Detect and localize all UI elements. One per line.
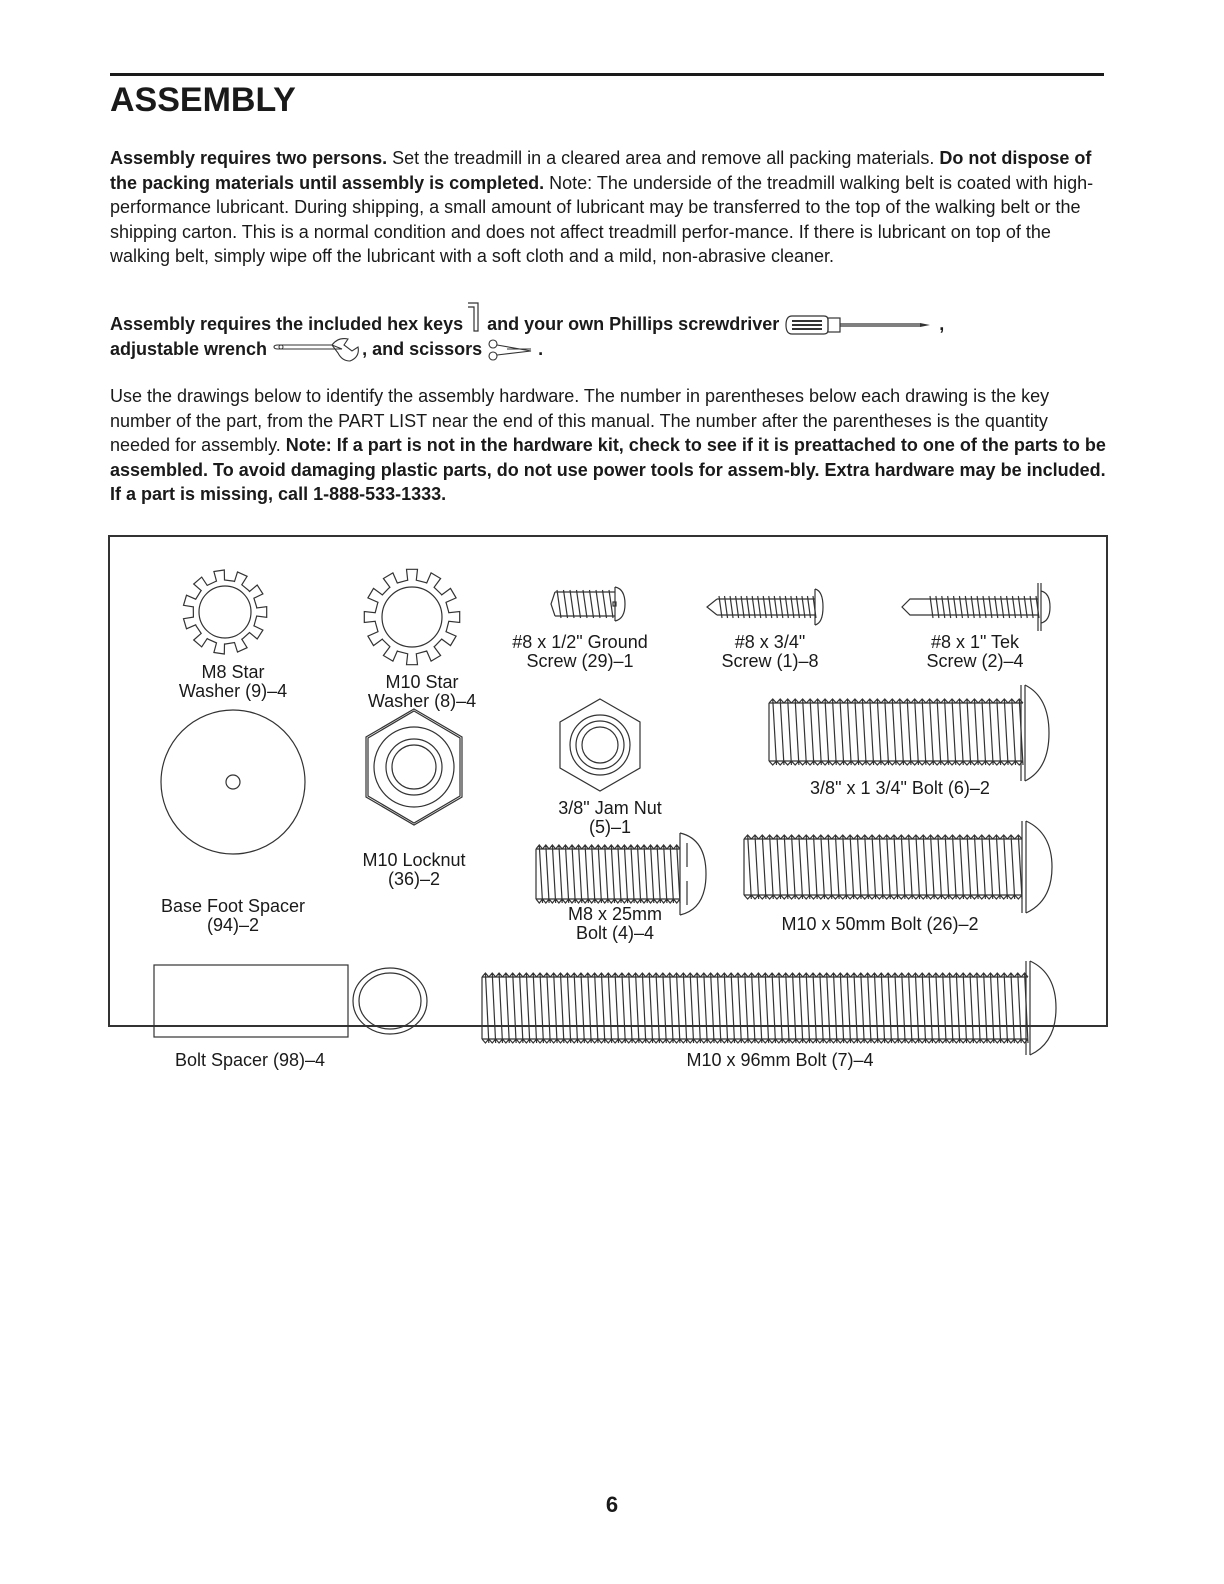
- title-rule: [110, 73, 1104, 76]
- part-label-base-foot-spacer: Base Foot Spacer (94)–2: [160, 896, 306, 935]
- intro-text-1: Set the treadmill in a cleared area and remove all packing materials.: [387, 148, 940, 168]
- phillips-screwdriver-icon: [784, 314, 934, 336]
- part-label-ground-screw: #8 x 1/2" Ground Screw (29)–1: [512, 632, 648, 671]
- bolt-spacer-drawing: [152, 961, 442, 1041]
- tek-screw-drawing: [900, 577, 1050, 637]
- scissors-icon: [487, 338, 533, 362]
- hex-key-icon: [468, 301, 482, 335]
- tools-text-6: .: [533, 338, 544, 359]
- m10-locknut-drawing: [362, 707, 466, 827]
- hardware-intro-bold: Note: If a part is not in the hardware kit, check to see if it is preattached to one of the parts to be assembled. To avoid damaging plastic parts, do not use power tools for assem-bly. Extra hardware may be included. If a part is missing, call 1-888-533-1333.: [110, 435, 1106, 504]
- tools-text-3: ,: [934, 314, 945, 334]
- jam-nut-drawing: [558, 697, 642, 793]
- part-label-m10-50-bolt: M10 x 50mm Bolt (26)–2: [781, 914, 979, 934]
- hardware-intro-paragraph: [110, 384, 1106, 507]
- tools-text-5: , and scissors: [362, 338, 483, 359]
- tools-text-4: adjustable wrench: [110, 338, 268, 359]
- hardware-intro-text: Use the drawings below to identify the assembly hardware. The number in parentheses below each drawing is the key number of the part, from the PART LIST near the end of this manual. The number after the parentheses is the quantity needed for assembly.: [110, 386, 1050, 455]
- page-number: 6: [605, 1492, 619, 1517]
- part-label-bolt-spacer: Bolt Spacer (98)–4: [174, 1050, 326, 1070]
- m10-50-bolt-drawing: [740, 817, 1056, 917]
- tools-text-2: and your own Phillips screwdriver: [482, 314, 780, 334]
- m10-96-bolt-drawing: [478, 957, 1058, 1057]
- base-foot-spacer-drawing: [158, 707, 308, 857]
- part-label-m10-96-bolt: M10 x 96mm Bolt (7)–4: [686, 1050, 874, 1070]
- part-label-tek-screw: #8 x 1" Tek Screw (2)–4: [926, 632, 1024, 671]
- part-label-bolt-3-8: 3/8" x 1 3/4" Bolt (6)–2: [810, 778, 990, 798]
- part-label-m8-star-washer: M8 Star Washer (9)–4: [178, 662, 288, 701]
- part-label-jam-nut: 3/8" Jam Nut (5)–1: [558, 798, 662, 837]
- page-title: ASSEMBLY: [110, 81, 296, 119]
- adjustable-wrench-icon: [272, 337, 362, 363]
- tools-text-1: Assembly requires the included hex keys: [110, 314, 464, 334]
- tools-paragraph: [110, 312, 1106, 363]
- intro-bold-1: Assembly requires two persons.: [110, 148, 388, 168]
- ground-screw-drawing: [545, 579, 625, 629]
- intro-text-2: Note: The underside of the treadmill walking belt is coated with high-performance lubricant. During shipping, a small amount of lubricant may be transferred to the top of the walking belt or the shipping carton. This is a normal condition and does not affect treadmill perfor-mance. If there is lubricant on top of the walking belt, simply wipe off the lubricant with a soft cloth and a mild, non-abrasive cleaner.: [110, 172, 1094, 266]
- screw-3-4-drawing: [705, 583, 825, 631]
- part-label-screw-3-4: #8 x 3/4" Screw (1)–8: [721, 632, 819, 671]
- m8-star-washer-drawing: [180, 567, 270, 657]
- intro-bold-2: Do not dispose of the packing materials until assembly is completed.: [110, 148, 1092, 193]
- hardware-identification-box: [108, 535, 1108, 1070]
- intro-paragraph: [110, 146, 1106, 269]
- part-label-m10-locknut: M10 Locknut (36)–2: [362, 850, 466, 889]
- m10-star-washer-drawing: [362, 567, 462, 667]
- part-label-m10-star-washer: M10 Star Washer (8)–4: [367, 672, 477, 711]
- part-label-m8-bolt: M8 x 25mm Bolt (4)–4: [567, 904, 663, 943]
